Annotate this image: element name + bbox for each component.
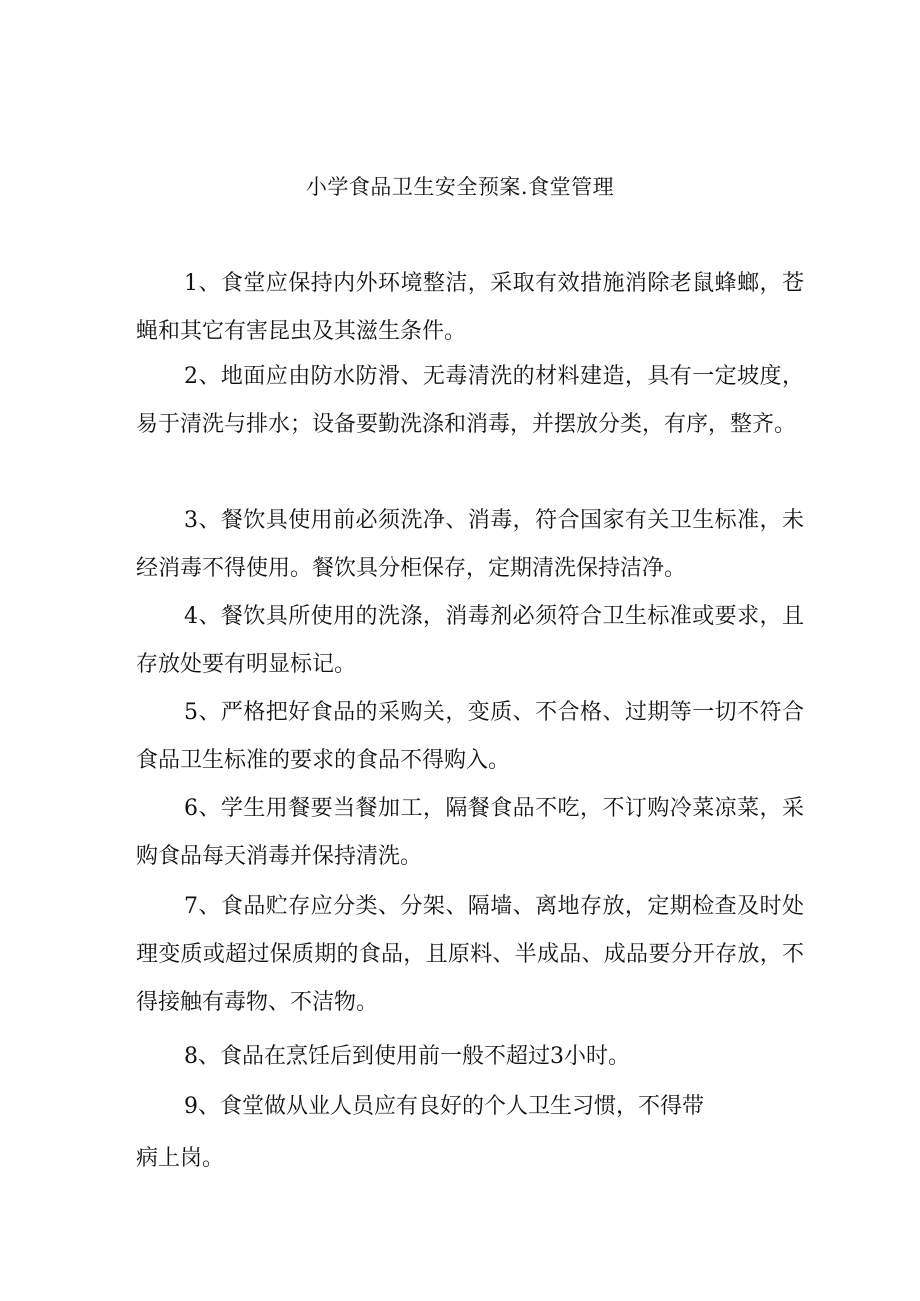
paragraph-9: 9、食堂做从业人员应有良好的个人卫生习惯，不得带	[184, 1094, 704, 1119]
paragraph-7: 7、食品贮存应分类、分架、隔墙、离地存放，定期检查及时处理变质或超过保质期的食品，且原料、半成品、成品要分开存放，不得接触有毒物、不洁物。	[136, 894, 804, 1015]
paragraph-6: 6、学生用餐要当餐加工，隔餐食品不吃，不订购冷菜凉菜，采购食品每天消毒并保持清洗。	[136, 796, 804, 869]
paragraph-4: 4、餐饮具所使用的洗涤，消毒剂必须符合卫生标准或要求，且存放处要有明显标记。	[136, 604, 804, 677]
paragraph-8: 8、食品在烹饪后到使用前一般不超过3小时。	[184, 1044, 630, 1069]
paragraph-3: 3、餐饮具使用前必须洗净、消毒，符合国家有关卫生标准，未经消毒不得使用。餐饮具分柜保存，定期清洗保持洁净。	[136, 508, 804, 581]
document-title: 小学食品卫生安全预案.食堂管理	[305, 175, 615, 199]
paragraph-1: 1、食堂应保持内外环境整洁，采取有效措施消除老鼠蜂螂，苍蝇和其它有害昆虫及其滋生条件。	[136, 271, 804, 344]
paragraph-2: 2、地面应由防水防滑、无毒清洗的材料建造，具有一定坡度，易于清洗与排水；设备要勤洗涤和消毒，并摆放分类，有序，整齐。	[136, 364, 804, 437]
paragraph-9-continuation: 病上岗。	[136, 1146, 225, 1171]
paragraph-5: 5、严格把好食品的采购关，变质、不合格、过期等一切不符合食品卫生标准的要求的食品不得购入。	[136, 700, 804, 773]
